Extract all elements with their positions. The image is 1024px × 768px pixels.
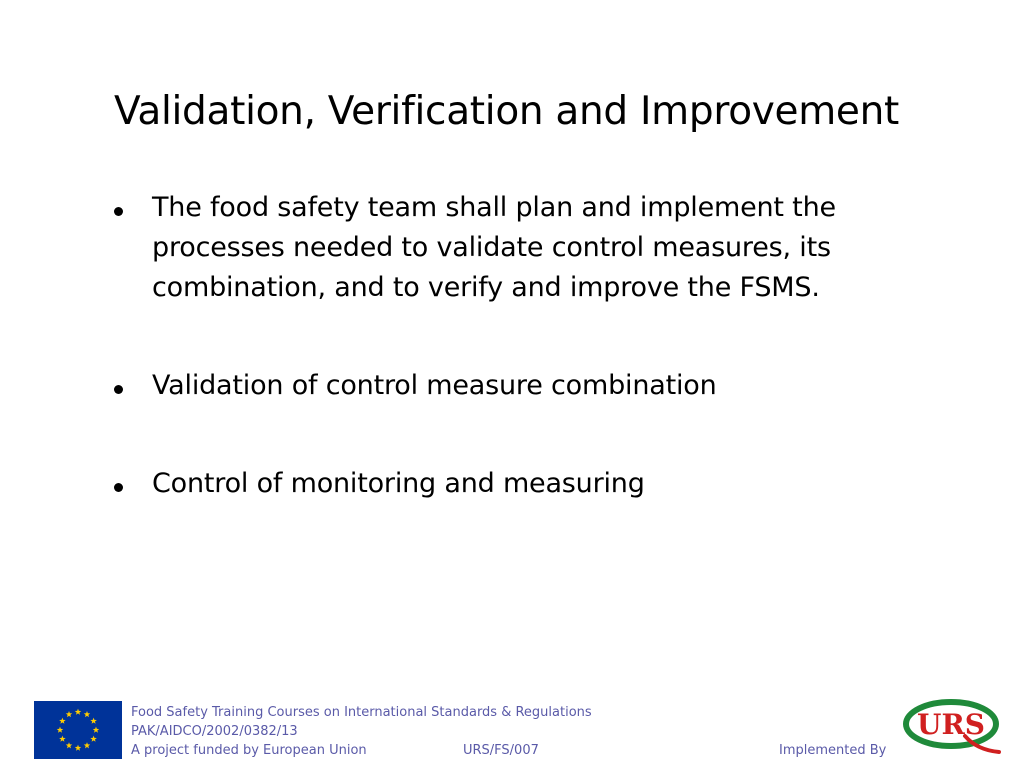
logo-text: URS — [917, 708, 985, 741]
eu-star-icon — [66, 711, 72, 717]
bullet-item-2 — [114, 366, 934, 406]
slide-title: Validation, Verification and Improvement — [114, 89, 900, 134]
bullet-dot-icon — [114, 207, 123, 216]
eu-star-icon — [75, 709, 81, 715]
footer-doc-code: URS/FS/007 — [463, 743, 539, 758]
eu-star-icon — [75, 745, 81, 751]
bullet-text: The food safety team shall plan and implement the processes needed to validate control measures, its combination, and to verify and improve the FSMS. — [152, 192, 836, 303]
bullet-item-3 — [114, 464, 934, 504]
eu-star-icon — [84, 711, 90, 717]
eu-star-icon — [90, 736, 96, 742]
footer-bottom-row — [131, 741, 901, 760]
eu-star-icon — [84, 742, 90, 748]
eu-star-icon — [66, 742, 72, 748]
bullet-text: Control of monitoring and measuring — [152, 468, 645, 499]
eu-flag-icon — [34, 701, 122, 759]
bullet-dot-icon — [114, 385, 123, 394]
bullet-dot-icon — [114, 483, 123, 492]
eu-star-icon — [57, 727, 63, 733]
footer-funded-by: A project funded by European Union — [131, 743, 367, 758]
bullet-item-1 — [114, 188, 934, 308]
bullet-text: Validation of control measure combination — [152, 370, 717, 401]
footer-course-title: Food Safety Training Courses on International Standards & Regulations — [131, 705, 592, 720]
eu-star-icon — [59, 718, 65, 724]
eu-star-icon — [90, 718, 96, 724]
footer-implemented-by: Implemented By — [779, 743, 887, 758]
footer-project-code: PAK/AIDCO/2002/0382/13 — [131, 724, 298, 739]
eu-star-icon — [59, 736, 65, 742]
eu-star-icon — [93, 727, 99, 733]
bullet-list — [114, 188, 934, 504]
footer-text — [131, 703, 901, 760]
urs-logo — [903, 698, 1003, 756]
